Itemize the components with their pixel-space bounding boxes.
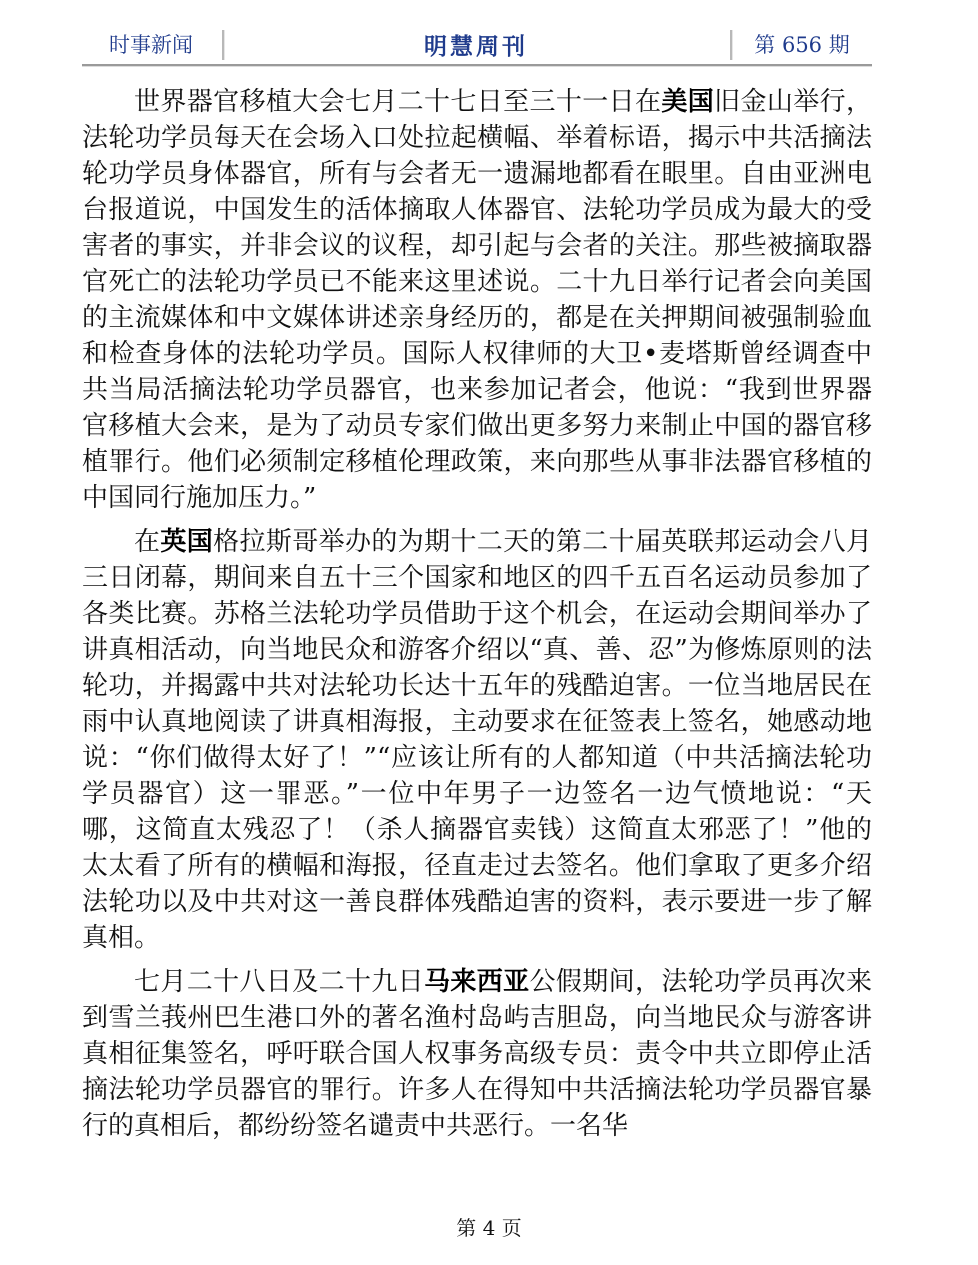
- paragraph-text: 公假期间，法轮功学员再次来到雪兰莪州巴生港口外的著名渔村岛屿吉胆岛，向当地民众与游客讲真相征集签名，呼吁联合国人权事务高级专员：责令中共立即停止活摘法轮功学员器官的罪行。许多人在得知中共活摘法轮功学员器官暴行的真相后，都纷纷签名谴责中共恶行。一名华: [82, 967, 872, 1141]
- article-body: [82, 84, 872, 1152]
- section-label: 时事新闻: [109, 33, 193, 57]
- place-name: 英国: [160, 527, 214, 557]
- place-name: 马来西亚: [424, 967, 530, 997]
- paragraph-text: 七月二十八日及二十九日: [134, 967, 425, 997]
- publication-title: 明慧周刊: [424, 33, 528, 60]
- paragraph-text: 旧金山举行，法轮功学员每天在会场入口处拉起横幅、举着标语，揭示中共活摘法轮功学员身体器官，所有与会者无一遗漏地都看在眼里。自由亚洲电台报道说，中国发生的活体摘取人体器官、法轮功学员成为最大的受害者的事实，并非会议的议程，却引起与会者的关注。那些被摘取器官死亡的法轮功学员已不能来这里述说。二十九日举行记者会向美国的主流媒体和中文媒体讲述亲身经历的，都是在关押期间被强制验血和检查身体的法轮功学员。国际人权律师的大卫•麦塔斯曾经调查中共当局活摘法轮功学员器官，也来参加记者会，他说：“我到世界器官移植大会来，是为了动员专家们做出更多努力来制止中国的器官移植罪行。他们必须制定移植伦理政策，来向那些从事非法器官移植的中国同行施加压力。”: [82, 87, 872, 513]
- page-number: 第 4 页: [456, 1216, 522, 1240]
- place-name: 美国: [661, 87, 715, 117]
- paragraph-text: 在: [134, 527, 161, 557]
- page-header: [82, 26, 872, 66]
- paragraph-usa: [82, 84, 872, 516]
- paragraph-uk: [82, 524, 872, 956]
- paragraph-text: 格拉斯哥举办的为期十二天的第二十届英联邦运动会八月三日闭幕，期间来自五十三个国家和地区的四千五百名运动员参加了各类比赛。苏格兰法轮功学员借助于这个机会，在运动会期间举办了讲真相活动，向当地民众和游客介绍以“真、善、忍”为修炼原则的法轮功，并揭露中共对法轮功长达十五年的残酷迫害。一位当地居民在雨中认真地阅读了讲真相海报，主动要求在征签表上签名，她感动地说：“你们做得太好了！”“应该让所有的人都知道（中共活摘法轮功学员器官）这一罪恶。”一位中年男子一边签名一边气愤地说：“天哪，这简直太残忍了！（杀人摘器官卖钱）这简直太邪恶了！”他的太太看了所有的横幅和海报，径直走过去签名。他们拿取了更多介绍法轮功以及中共对这一善良群体残酷迫害的资料，表示要进一步了解真相。: [82, 527, 872, 953]
- issue-number: 第 656 期: [754, 33, 850, 57]
- header-rule: [82, 64, 872, 67]
- paragraph-malaysia: [82, 964, 872, 1144]
- paragraph-text: 世界器官移植大会七月二十七日至三十一日在: [134, 87, 662, 117]
